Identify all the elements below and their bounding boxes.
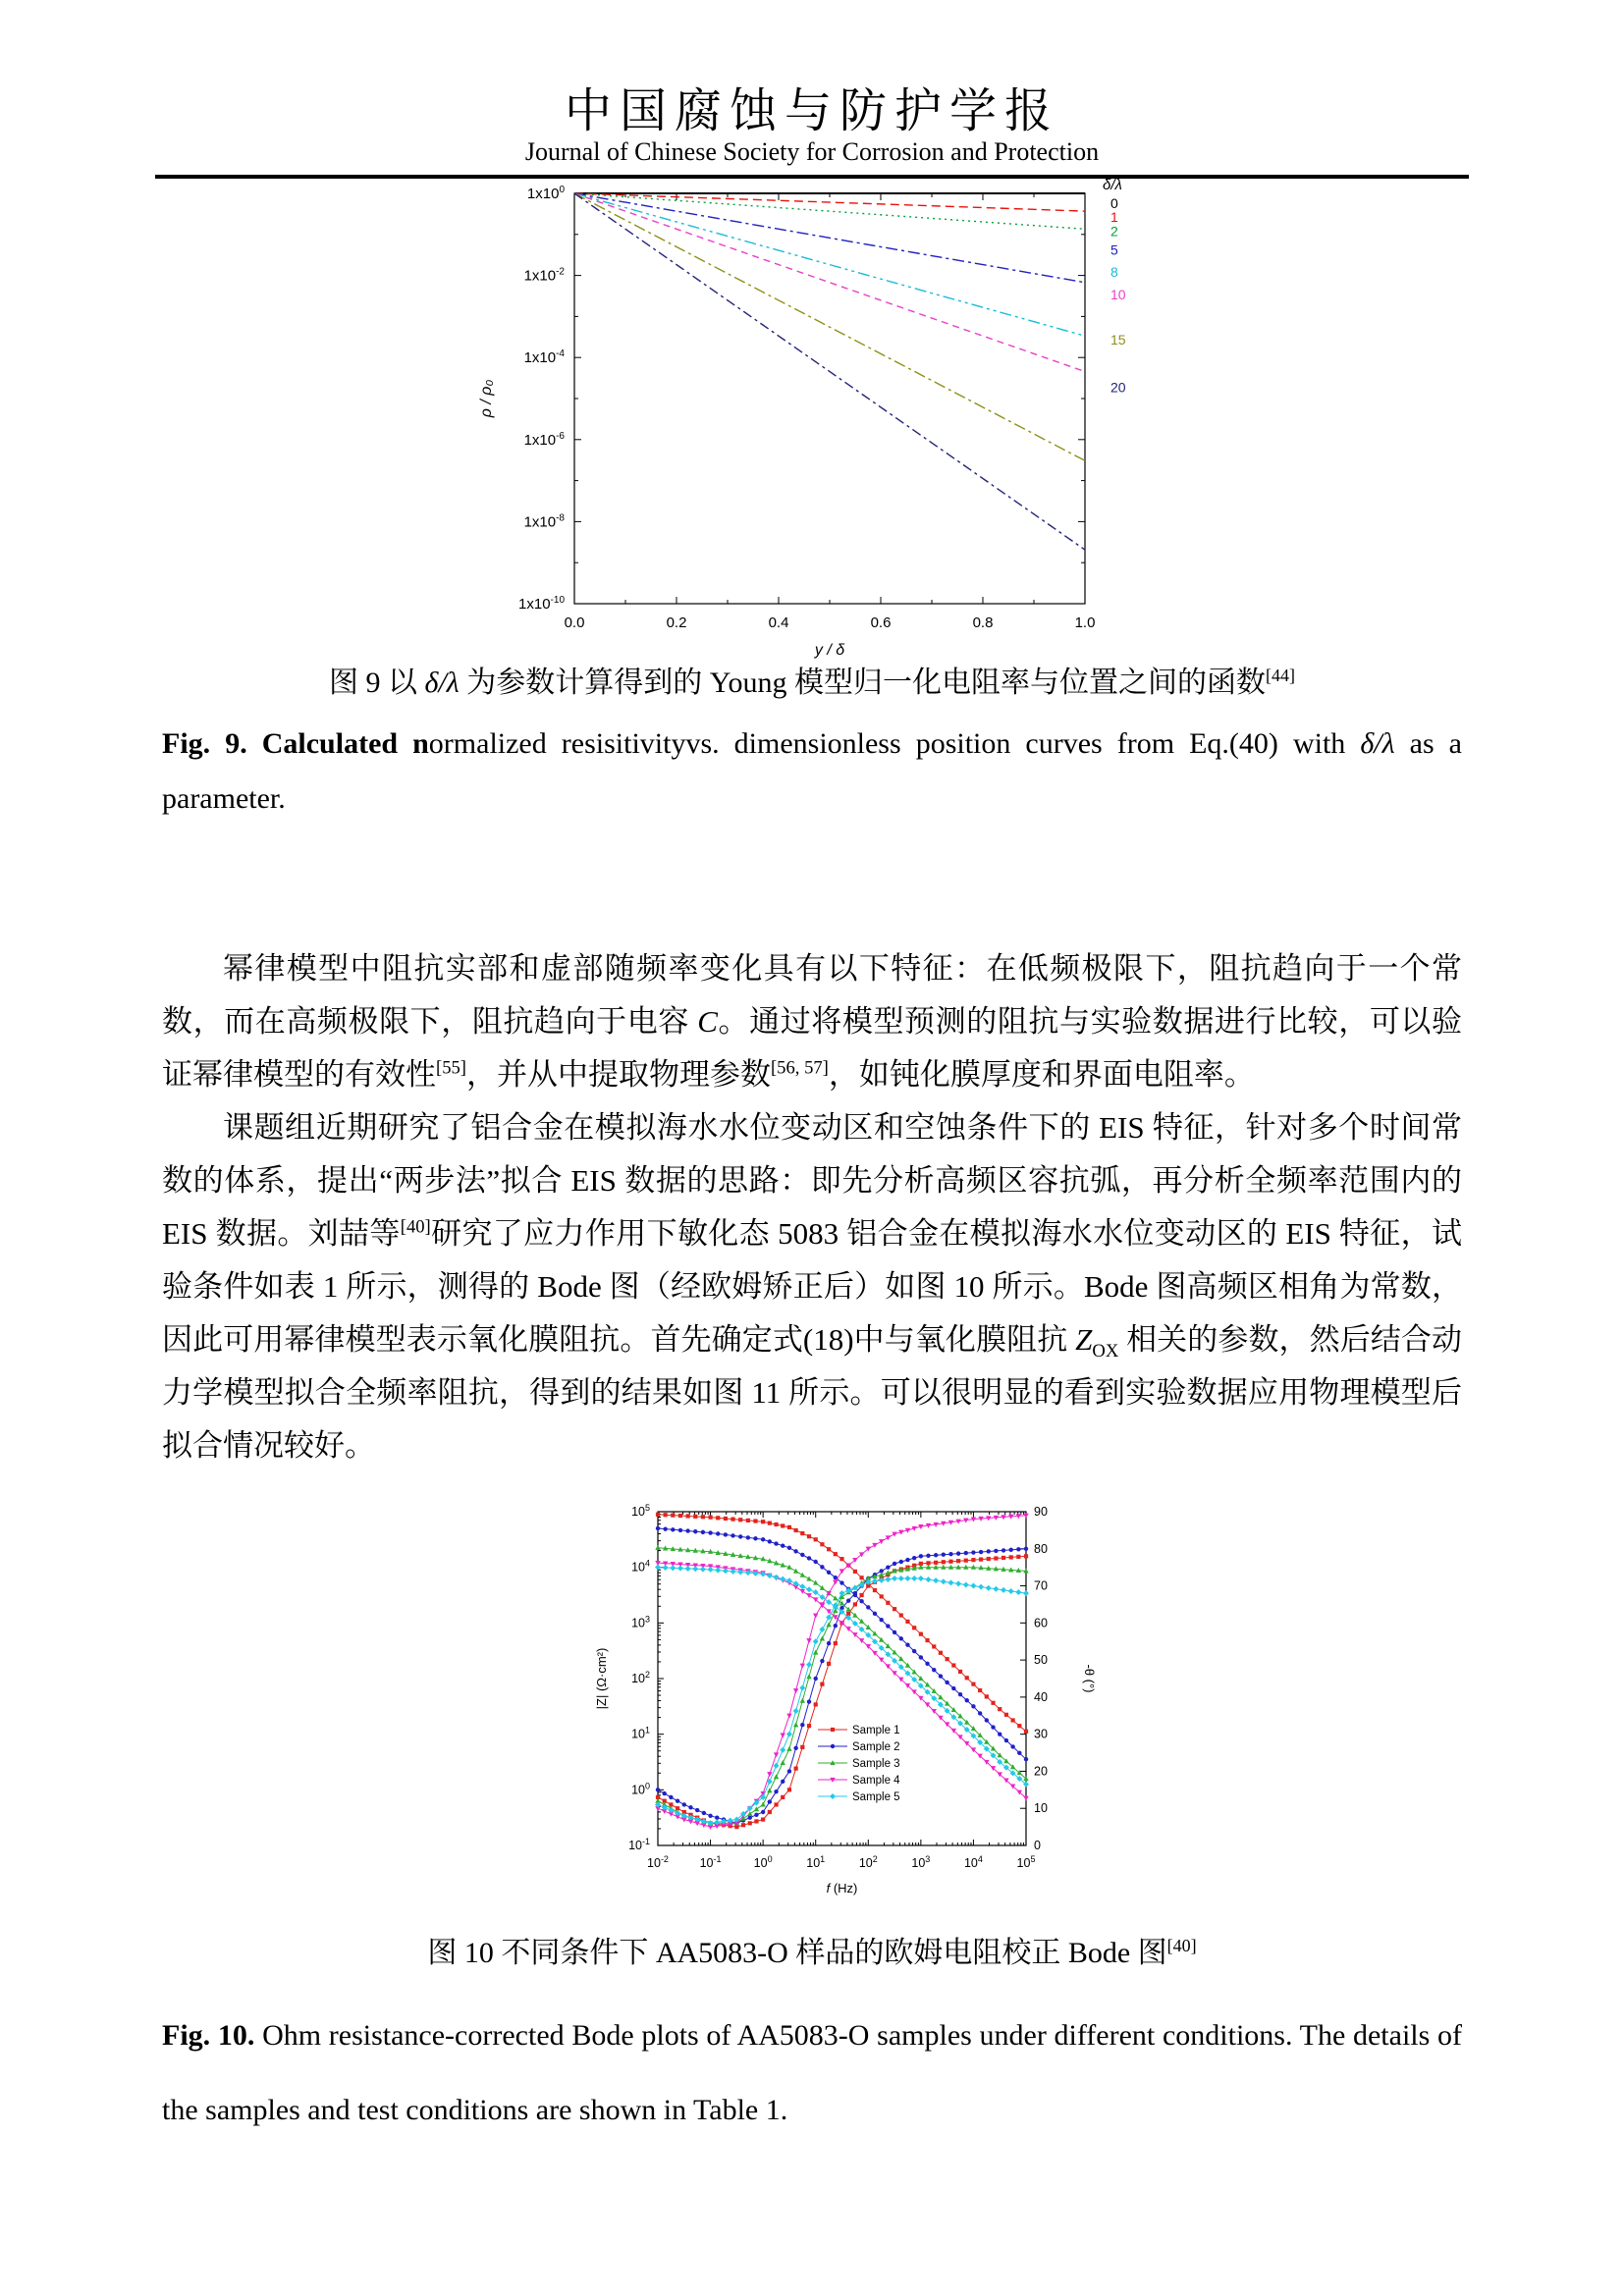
- svg-text:10-1: $10^{-1}$: [699, 1854, 722, 1870]
- fig9-chart: [461, 174, 1161, 665]
- text-run: [55]: [436, 1057, 466, 1079]
- svg-text:15: 15: [1110, 332, 1126, 348]
- svg-text:104: $10^4$: [631, 1558, 650, 1575]
- svg-text:1x100: $1x10^0$: [526, 185, 565, 202]
- fig10-caption-zh: [162, 1928, 1462, 1971]
- svg-text:Sample 1: Sample 1: [852, 1725, 900, 1736]
- svg-text:105: $10^5$: [631, 1503, 650, 1519]
- svg-text:δ/λ: δ/λ: [1103, 177, 1122, 193]
- text-run: δ/λ: [1360, 727, 1395, 760]
- svg-text:ρ / ρ₀: ρ / ρ₀: [478, 379, 495, 418]
- text-run: C: [697, 1004, 718, 1039]
- svg-text:105: $10^5$: [1016, 1854, 1036, 1870]
- fig10-caption-en: [162, 1999, 1462, 2148]
- svg-text:100: $10^0$: [753, 1854, 773, 1870]
- fig10-chart: [589, 1498, 1139, 1920]
- text-run: 幂律模型中阻抗实部和虚部随频率变化具有以下特征：在低频极限下，阻抗趋向于一个常数，而在高频极限下，阻抗趋向于电容: [162, 951, 1462, 1039]
- svg-text:0.8: 0.8: [972, 614, 994, 631]
- svg-text:Sample 2: Sample 2: [852, 1741, 900, 1753]
- journal-title-en: Journal of Chinese Society for Corrosion and Protection: [524, 137, 1100, 166]
- svg-text:0.4: 0.4: [768, 614, 789, 631]
- svg-text:60: 60: [1034, 1616, 1048, 1630]
- body-text: [162, 942, 1462, 1472]
- fig9-caption-zh: [162, 658, 1462, 701]
- svg-text:103: $10^3$: [631, 1614, 650, 1630]
- svg-text:5: 5: [1110, 241, 1118, 258]
- svg-text:1.0: 1.0: [1074, 614, 1096, 631]
- fig9-series: [574, 193, 1085, 550]
- svg-text:103: $10^3$: [911, 1854, 931, 1870]
- svg-text:10-1: $10^{-1}$: [628, 1837, 650, 1852]
- svg-text:30: 30: [1034, 1727, 1048, 1741]
- text-run: ，并从中提取物理参数: [465, 1057, 771, 1092]
- svg-text:-θ (°): -θ (°): [1082, 1664, 1097, 1693]
- svg-text:0.2: 0.2: [666, 614, 687, 631]
- text-run: ，如钝化膜厚度和界面电阻率。: [828, 1057, 1255, 1092]
- svg-text:1x10-4: $1x10^{-4}$: [523, 348, 565, 367]
- text-run: Z: [1075, 1322, 1093, 1357]
- fig10-legend: [818, 1725, 900, 1803]
- svg-text:Sample 4: Sample 4: [852, 1775, 900, 1787]
- svg-text:10: 10: [1110, 287, 1126, 303]
- svg-text:40: 40: [1034, 1689, 1048, 1704]
- svg-text:10-2: $10^{-2}$: [647, 1854, 669, 1870]
- svg-text:100: $10^0$: [631, 1781, 650, 1797]
- svg-text:1x10-6: $1x10^{-6}$: [523, 430, 565, 449]
- svg-text:8: 8: [1110, 264, 1118, 281]
- svg-text:y / δ: y / δ: [814, 642, 845, 659]
- text-run: 图 10 不同条件下 AA5083-O 样品的欧姆电阻校正 Bode 图: [427, 1937, 1167, 1969]
- fig9-legend: [1103, 177, 1126, 395]
- text-run: [40]: [400, 1216, 431, 1238]
- svg-text:50: 50: [1034, 1653, 1048, 1668]
- svg-text:101: $10^1$: [631, 1725, 650, 1741]
- text-run: ormalized resisitivityvs. dimensionless position curves from Eq.(40) with: [428, 727, 1361, 760]
- svg-text:1x10-2: $1x10^{-2}$: [523, 266, 565, 285]
- text-run: 课题组近期研究了铝合金在模拟海水水位变动区和空蚀条件下的 EIS 特征，针对多个时间常数的体系，提出“两步法”拟合 EIS 数据的思路：即先分析高频区容抗弧，再分析全频率范围内的 EIS 数据。刘喆等: [162, 1110, 1462, 1251]
- text-run: [56, 57]: [770, 1057, 829, 1079]
- text-run: Fig. 10.: [162, 2019, 255, 2052]
- svg-text:104: $10^4$: [963, 1854, 983, 1870]
- fig10-series: [655, 1513, 1029, 1830]
- svg-text:101: $10^1$: [806, 1854, 826, 1870]
- svg-text:0: 0: [1110, 195, 1118, 212]
- svg-text:1x10-8: $1x10^{-8}$: [523, 512, 565, 531]
- fig9-caption-en: [162, 717, 1462, 827]
- svg-text:|Z| (Ω·cm²): |Z| (Ω·cm²): [594, 1647, 609, 1710]
- svg-text:20: 20: [1110, 379, 1126, 396]
- journal-title-zh: 中国腐蚀与防护学报: [564, 85, 1059, 137]
- svg-text:10: 10: [1034, 1801, 1048, 1816]
- text-run: δ/λ: [424, 667, 460, 699]
- text-run: 相关的参数，然后结合动力学模型拟合全频率阻抗，得到的结果如图 11 所示。可以很明显的看到实验数据应用物理模型后拟合情况较好。: [162, 1322, 1463, 1463]
- svg-text:0.0: 0.0: [564, 614, 585, 631]
- body-paragraph-2: [162, 1101, 1462, 1472]
- text-run: as a parameter.: [162, 727, 1462, 815]
- svg-text:Sample 3: Sample 3: [852, 1758, 900, 1770]
- svg-text:0.6: 0.6: [870, 614, 892, 631]
- svg-text:102: $10^2$: [631, 1670, 650, 1685]
- text-run: Fig. 9. Calculated n: [162, 727, 429, 760]
- svg-text:70: 70: [1034, 1578, 1048, 1593]
- svg-text:102: $10^2$: [858, 1854, 878, 1870]
- svg-text:f (Hz): f (Hz): [826, 1881, 858, 1896]
- svg-text:80: 80: [1034, 1541, 1048, 1556]
- text-run: OX: [1092, 1341, 1119, 1362]
- body-paragraph-1: [162, 942, 1462, 1101]
- text-run: [40]: [1166, 1936, 1197, 1955]
- svg-text:Sample 5: Sample 5: [852, 1791, 900, 1803]
- svg-text:1: 1: [1110, 208, 1118, 225]
- svg-text:20: 20: [1034, 1764, 1048, 1779]
- svg-text:0: 0: [1034, 1839, 1041, 1852]
- svg-text:90: 90: [1034, 1505, 1048, 1519]
- text-run: [44]: [1265, 666, 1295, 685]
- svg-text:1x10-10: $1x10^{-10}$: [518, 595, 565, 613]
- text-run: 为参数计算得到的 Young 模型归一化电阻率与位置之间的函数: [459, 667, 1266, 699]
- fig9-svg: [461, 174, 1161, 665]
- text-run: 。通过将模型预测的阻抗与实验数据进行比较，可以验证幂律模型的有效性: [162, 1004, 1463, 1092]
- text-run: Ohm resistance-corrected Bode plots of AA5083-O samples under different conditions. The details of the samples and test conditions are shown in Table 1.: [162, 2019, 1462, 2126]
- fig9-axes: [518, 185, 1095, 631]
- fig10-svg: [589, 1498, 1139, 1920]
- svg-text:2: 2: [1110, 223, 1118, 240]
- text-run: 图 9 以: [329, 667, 425, 699]
- text-run: 研究了应力作用下敏化态 5083 铝合金在模拟海水水位变动区的 EIS 特征，试验条件如表 1 所示，测得的 Bode 图（经欧姆矫正后）如图 10 所示。Bode 图高频区相角为常数，因此可用幂律模型表示氧化膜阻抗。首先确定式(18)中与氧化膜阻抗: [162, 1216, 1463, 1357]
